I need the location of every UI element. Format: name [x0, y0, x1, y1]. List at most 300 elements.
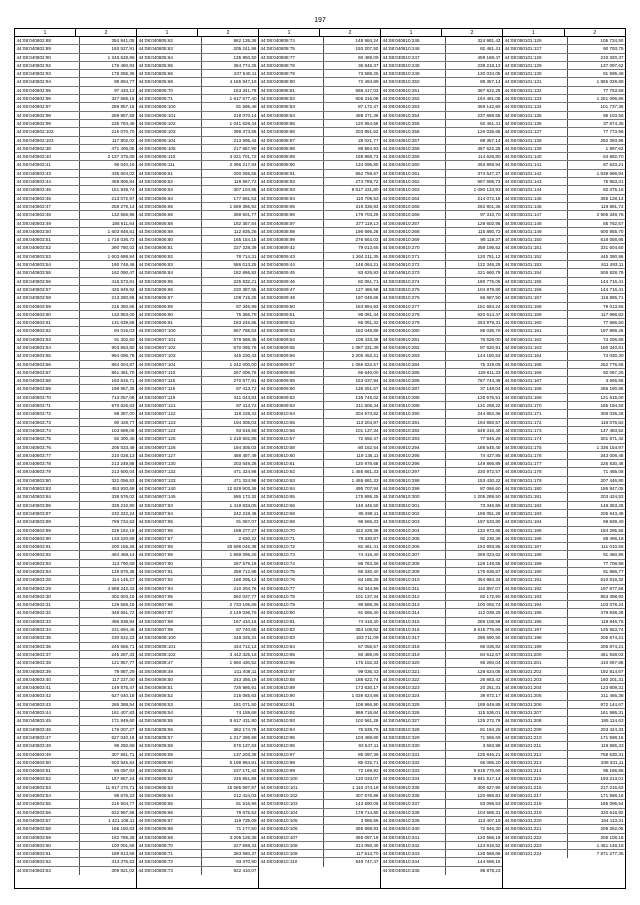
table-row [137, 767, 258, 775]
table-row [381, 817, 502, 825]
cadastral-number: 44:08:040810:97 [260, 751, 295, 757]
cadastral-value: 103 689,06 [79, 427, 136, 434]
table-row [381, 228, 502, 236]
cadastral-number: 44:08:050101:172 [504, 419, 542, 425]
cadastral-value: 445 230,43 [201, 352, 258, 359]
cadastral-number: 44:08:040803:49 [16, 751, 51, 757]
table-row [503, 527, 625, 535]
cadastral-number: 44:08:050101:199 [504, 643, 542, 649]
cadastral-number: 44:08:040810:73 [260, 552, 295, 558]
table-row [137, 817, 258, 825]
table-row [137, 709, 258, 717]
table-row [137, 784, 258, 792]
table-row [381, 717, 502, 725]
cadastral-value: 99 588,36 [323, 601, 380, 608]
cadastral-value: 97 413,72 [201, 385, 258, 392]
table-row [15, 601, 136, 609]
cadastral-value: 108 715,25 [201, 294, 258, 301]
table-row [381, 460, 502, 468]
table-row [503, 460, 625, 468]
cadastral-number: 44:08:050101:152 [504, 253, 542, 259]
cadastral-number: 44:08:040802:92 [16, 62, 51, 68]
cadastral-value: 148 584,24 [323, 37, 380, 44]
cadastral-value: 189 277,27 [201, 527, 258, 534]
cadastral-number: 44:08:040806:104 [138, 137, 176, 143]
cadastral-value: 132 953,00 [79, 311, 136, 318]
cadastral-value: 74 416,40 [323, 618, 380, 625]
cadastral-number: 44:08:040806:91 [138, 320, 173, 326]
table-row [15, 684, 136, 692]
table-row [137, 676, 258, 684]
cadastral-value: 12 529 903,36 [201, 485, 258, 492]
cadastral-number: 44:08:040810:247 [382, 54, 420, 60]
table-row [137, 759, 258, 767]
cadastral-value: 592 037,77 [201, 593, 258, 600]
cadastral-number: 44:08:040808:72 [138, 859, 173, 865]
table-row [15, 767, 136, 775]
table-row [503, 643, 625, 651]
cadastral-value: 484 459,14 [79, 551, 136, 558]
cadastral-number: 44:08:040810:257 [382, 137, 420, 143]
table-row [503, 502, 625, 510]
cadastral-value: 217 215,63 [567, 784, 625, 791]
cadastral-value: 319 335,93 [323, 203, 380, 210]
cadastral-value: 81 194,28 [445, 726, 502, 733]
cadastral-value: 85 032,71 [323, 759, 380, 766]
cadastral-number: 44:08:040806:63 [138, 187, 173, 193]
table-row [503, 112, 625, 120]
cadastral-number: 44:08:040810:323 [382, 685, 420, 691]
cadastral-number: 44:08:040803:66 [16, 361, 51, 367]
cadastral-number: 44:08:050101:188 [504, 552, 542, 558]
cadastral-number: 44:08:040810:276 [382, 295, 420, 301]
cadastral-number: 44:08:040805:71 [138, 96, 173, 102]
cadastral-number: 44:08:040810:258 [382, 145, 420, 151]
cadastral-value: 87 620,91 [445, 344, 502, 351]
table-row [137, 62, 258, 70]
cadastral-number: 44:08:050101:130 [504, 71, 542, 77]
cadastral-value: 81 516,96 [201, 800, 258, 807]
cadastral-number: 44:08:050101:173 [504, 427, 542, 433]
cadastral-value: 205 643,49 [567, 510, 625, 517]
cadastral-value: 84 612,67 [445, 651, 502, 658]
table-row [259, 626, 380, 634]
cadastral-value: 71 177,50 [201, 825, 258, 832]
cadastral-number: 44:08:040810:311 [382, 585, 420, 591]
cadastral-number: 44:08:040803:83 [16, 486, 51, 492]
cadastral-value: 193 815,71 [79, 377, 136, 384]
table-row [503, 186, 625, 194]
cadastral-number: 44:08:040807:92 [138, 577, 173, 583]
table-row [259, 502, 380, 510]
cadastral-number: 44:08:050101:209 [504, 726, 542, 732]
cadastral-number: 44:08:040803:34 [16, 627, 51, 633]
table-row [259, 834, 380, 842]
cadastral-number: 44:08:050101:137 [504, 129, 542, 135]
cadastral-value: 338 576,02 [79, 493, 136, 500]
cadastral-number: 44:08:040810:63 [260, 477, 295, 483]
cadastral-value: 399 373,56 [201, 128, 258, 135]
table-row [503, 709, 625, 717]
table-row [259, 825, 380, 833]
table-row [137, 850, 258, 858]
table-row [381, 560, 502, 568]
cadastral-value: 620 614,47 [445, 311, 502, 318]
cadastral-number: 44:08:050101:159 [504, 311, 542, 317]
header-cell: 1 [165, 30, 169, 36]
cadastral-value: 1 669 095,26 [201, 551, 258, 558]
table-row [503, 170, 625, 178]
table-row [15, 128, 136, 136]
cadastral-value: 133 220,69 [79, 535, 136, 542]
table-row [15, 78, 136, 86]
cadastral-number: 44:08:040808:101 [138, 643, 176, 649]
cadastral-value: 232 322,24 [79, 510, 136, 517]
table-row [259, 137, 380, 145]
table-row [381, 834, 502, 842]
table-row [381, 800, 502, 808]
cadastral-value: 183 894,93 [323, 303, 380, 310]
table-row [15, 668, 136, 676]
cadastral-value: 77 708,98 [567, 560, 625, 567]
cadastral-number: 44:08:040808:82 [260, 96, 295, 102]
cadastral-number: 44:08:040810:285 [382, 369, 420, 375]
cadastral-number: 44:08:040809:42 [260, 245, 295, 251]
cadastral-number: 44:08:040806:105 [138, 145, 176, 151]
table-row [259, 427, 380, 435]
header-cell: 2 [197, 29, 258, 36]
cadastral-number: 44:08:040808:92 [260, 179, 295, 185]
cadastral-value: 149 446,50 [323, 502, 380, 509]
cadastral-number: 44:08:040803:63 [16, 867, 51, 873]
cadastral-value: 197 533,80 [445, 518, 502, 525]
cadastral-number: 44:08:040807:99 [138, 627, 173, 633]
table-row [137, 809, 258, 817]
cadastral-number: 44:08:050101:156 [504, 286, 542, 292]
cadastral-value: 60 488,09 [323, 54, 380, 61]
cadastral-value: 210 320,37 [567, 54, 625, 61]
cadastral-value: 153 341,78 [201, 87, 258, 94]
table-row [137, 842, 258, 850]
cadastral-number: 44:08:040802:96 [16, 96, 51, 102]
table-row [503, 485, 625, 493]
table-row [15, 303, 136, 311]
cadastral-number: 44:08:040810:87 [260, 668, 295, 674]
cadastral-value: 93 547,11 [323, 742, 380, 749]
cadastral-value: 144 716,41 [567, 286, 625, 293]
table-row [137, 153, 258, 161]
table-row [15, 452, 136, 460]
cadastral-number: 44:08:040810:335 [382, 784, 420, 790]
cadastral-number: 44:08:040810:92 [260, 710, 295, 716]
cadastral-value: 213 595,44 [201, 137, 258, 144]
table-row [15, 726, 136, 734]
cadastral-number: 44:08:040810:293 [382, 436, 420, 442]
cadastral-number: 44:08:040803:42 [16, 693, 51, 699]
table-row [15, 477, 136, 485]
cadastral-number: 44:08:040803:40 [16, 676, 51, 682]
table-row [137, 410, 258, 418]
cadastral-value: 4 589 242,42 [79, 585, 136, 592]
cadastral-number: 44:08:040810:250 [382, 79, 420, 85]
cadastral-number: 44:08:040810:106 [260, 826, 298, 832]
cadastral-number: 44:08:040803:44 [16, 179, 51, 185]
cadastral-number: 44:08:040810:89 [260, 685, 295, 691]
cadastral-value: 126 568,66 [445, 850, 502, 857]
table-row [137, 112, 258, 120]
cadastral-value: 128 148,55 [445, 560, 502, 567]
cadastral-number: 44:08:040810:54 [260, 411, 295, 417]
table-row [381, 87, 502, 95]
cadastral-number: 44:08:040803:62 [16, 859, 51, 865]
cadastral-value: 178 714,80 [323, 809, 380, 816]
cadastral-number: 44:08:040810:303 [382, 519, 420, 525]
table-row [137, 236, 258, 244]
cadastral-value: 120 751,12 [445, 253, 502, 260]
table-row [503, 303, 625, 311]
cadastral-number: 44:08:040807:94 [138, 585, 173, 591]
table-row [381, 668, 502, 676]
cadastral-value: 726 986,91 [201, 684, 258, 691]
table-row [15, 751, 136, 759]
cadastral-number: 44:08:040803:32 [16, 610, 51, 616]
cadastral-number: 44:08:040810:322 [382, 676, 420, 682]
cadastral-number: 44:08:050101:190 [504, 569, 542, 574]
table-row [381, 303, 502, 311]
table-row [381, 153, 502, 161]
table-row [137, 70, 258, 78]
cadastral-number: 44:08:040810:108 [260, 842, 298, 848]
cadastral-value: 98 119,27 [445, 236, 502, 243]
table-row [259, 659, 380, 667]
cadastral-number: 44:08:040807:127 [138, 452, 176, 458]
table-row [503, 767, 625, 775]
cadastral-value: 231 694,46 [79, 626, 136, 633]
table-row [259, 178, 380, 186]
cadastral-value: 238 218,13 [445, 62, 502, 69]
cadastral-value: 88 496,18 [567, 535, 625, 542]
cadastral-value: 97 413,72 [201, 402, 258, 409]
cadastral-number: 44:08:050101:126 [504, 38, 542, 43]
cadastral-value: 213 280,68 [79, 294, 136, 301]
table-row [503, 137, 625, 145]
cadastral-number: 44:08:040809:51 [260, 311, 295, 317]
cadastral-value: 72 946,30 [445, 825, 502, 832]
table-row [15, 510, 136, 518]
table-row [259, 195, 380, 203]
table-body [15, 37, 136, 889]
table-row [503, 601, 625, 609]
table-row [137, 775, 258, 783]
cadastral-number: 44:08:050101:138 [504, 137, 542, 143]
table-row [381, 103, 502, 111]
cadastral-value: 354 641,05 [79, 37, 136, 44]
table-row [503, 444, 625, 452]
table-row [503, 128, 625, 136]
table-row [503, 626, 625, 634]
cadastral-value: 128 602,95 [445, 220, 502, 227]
cadastral-number: 44:08:050101:224 [504, 851, 542, 857]
table-row [15, 236, 136, 244]
cadastral-number: 44:08:040809:48 [260, 295, 295, 301]
cadastral-number: 44:08:040807:125 [138, 436, 176, 442]
table-row [259, 311, 380, 319]
cadastral-value: 80 162,54 [323, 444, 380, 451]
cadastral-value: 79 330,87 [323, 535, 380, 542]
cadastral-number: 44:08:040802:93 [16, 71, 51, 77]
cadastral-number: 44:08:050101:160 [504, 320, 542, 326]
table-row [15, 518, 136, 526]
cadastral-number: 44:08:040808:77 [260, 54, 295, 60]
cadastral-number: 44:08:050101:202 [504, 668, 542, 674]
table-row [137, 485, 258, 493]
table-row [381, 568, 502, 576]
cadastral-value: 562 758,67 [323, 170, 380, 177]
cadastral-value: 103 078,24 [567, 601, 625, 608]
cadastral-number: 44:08:050101:189 [504, 560, 542, 566]
cadastral-number: 44:08:040808:73 [138, 867, 173, 873]
cadastral-value: 99 036,43 [323, 668, 380, 675]
table-row [137, 643, 258, 651]
table-row [503, 203, 625, 211]
table-row [259, 228, 380, 236]
cadastral-value: 72 494,89 [323, 78, 380, 85]
cadastral-value: 1 603 688,94 [79, 253, 136, 260]
cadastral-value: 136 251,57 [323, 385, 380, 392]
cadastral-number: 44:08:040806:68 [138, 220, 173, 226]
cadastral-number: 44:08:040810:65 [260, 494, 295, 500]
cadastral-value: 74 030,30 [567, 352, 625, 359]
table-row [259, 593, 380, 601]
table-row [503, 568, 625, 576]
cadastral-number: 44:08:050101:154 [504, 270, 542, 276]
cadastral-number: 44:08:040806:80 [138, 237, 173, 243]
cadastral-value: 3 205 126,38 [201, 834, 258, 841]
table-row [15, 485, 136, 493]
cadastral-value: 101 737,36 [567, 103, 625, 110]
cadastral-number: 44:08:050101:197 [504, 627, 542, 633]
cadastral-value: 149 866,89 [445, 460, 502, 467]
cadastral-number: 44:08:040810:339 [382, 817, 420, 823]
cadastral-value: 101 137,34 [323, 593, 380, 600]
cadastral-number: 44:08:050101:158 [504, 303, 542, 309]
cadastral-number: 44:08:040809:58 [260, 369, 295, 375]
cadastral-value: 229 162,19 [79, 527, 136, 534]
cadastral-value: 117 802,02 [79, 137, 136, 144]
cadastral-number: 44:08:040806:110 [138, 154, 176, 160]
cadastral-value: 354 108,82 [323, 626, 380, 633]
cadastral-value: 112 835,26 [201, 228, 258, 235]
cadastral-value: 422 229,36 [323, 527, 380, 534]
cadastral-number: 44:08:040806:101 [138, 112, 176, 118]
cadastral-value: 144 596,15 [445, 858, 502, 865]
cadastral-value: 1 451 148,18 [567, 842, 625, 849]
cadastral-value: 296 590,50 [445, 634, 502, 641]
cadastral-value: 95 694,77 [79, 78, 136, 85]
cadastral-number: 44:08:050101:164 [504, 353, 542, 359]
cadastral-number: 44:08:050101:157 [504, 295, 542, 301]
cadastral-number: 44:08:050101:219 [504, 809, 542, 815]
table-row [381, 734, 502, 742]
cadastral-value: 678 568,45 [201, 336, 258, 343]
cadastral-value: 91 566,40 [323, 609, 380, 616]
cadastral-value: 230 972,57 [445, 468, 502, 475]
cadastral-number: 44:08:050101:166 [504, 369, 542, 375]
cadastral-number: 44:08:050101:170 [504, 403, 542, 409]
cadastral-number: 44:08:040810:249 [382, 71, 420, 77]
table-row [15, 253, 136, 261]
table-row [15, 535, 136, 543]
cadastral-number: 44:08:040808:81 [260, 87, 295, 93]
table-row [381, 444, 502, 452]
table-row [503, 676, 625, 684]
cadastral-number: 44:08:040803:62 [16, 328, 51, 334]
cadastral-value: 98 081,44 [323, 311, 380, 318]
cadastral-value: 496 938,94 [79, 618, 136, 625]
cadastral-value: 384 774,25 [201, 62, 258, 69]
cadastral-number: 44:08:040810:287 [382, 386, 420, 392]
cadastral-value: 8 615 776,69 [445, 626, 502, 633]
cadastral-value: 213 600,04 [79, 468, 136, 475]
table-row [259, 701, 380, 709]
table-row [381, 485, 502, 493]
cadastral-number: 44:08:040802:99 [16, 120, 51, 126]
cadastral-number: 44:08:050101:169 [504, 394, 542, 400]
cadastral-number: 44:08:040810:268 [382, 228, 420, 234]
cadastral-number: 44:08:050101:145 [504, 195, 542, 201]
cadastral-number: 44:08:040810:86 [260, 660, 295, 666]
cadastral-value: 292 393,96 [567, 137, 625, 144]
table-row [259, 128, 380, 136]
cadastral-value: 242 218,48 [201, 510, 258, 517]
cadastral-number: 44:08:040805:62 [138, 38, 173, 43]
cadastral-number: 44:08:040803:87 [16, 510, 51, 516]
table-row [137, 834, 258, 842]
cadastral-value: 190 748,46 [79, 261, 136, 268]
cadastral-value: 119 586,33 [567, 742, 625, 749]
cadastral-value: 110 709,53 [323, 195, 380, 202]
cadastral-value: 2 149 036,75 [201, 609, 258, 616]
cadastral-number: 44:08:040808:79 [260, 71, 295, 77]
table-body [503, 37, 625, 889]
cadastral-number: 44:08:040808:94 [260, 195, 295, 201]
cadastral-number: 44:08:040810:331 [382, 751, 420, 757]
cadastral-value: 1 639 696,94 [567, 170, 625, 177]
cadastral-number: 44:08:050101:135 [504, 112, 542, 118]
cadastral-number: 44:08:050101:201 [504, 660, 542, 666]
table-row [503, 634, 625, 642]
cadastral-value: 627 040,18 [79, 734, 136, 741]
cadastral-number: 44:08:050101:180 [504, 486, 542, 492]
cadastral-value: 215 070,70 [79, 128, 136, 135]
cadastral-number: 44:08:040803:94 [16, 569, 51, 574]
table-row [381, 327, 502, 335]
cadastral-value: 567 798,63 [201, 327, 258, 334]
cadastral-value: 97 310,70 [445, 211, 502, 218]
cadastral-number: 44:08:040809:63 [260, 403, 295, 409]
cadastral-number: 44:08:040803:59 [16, 834, 51, 840]
cadastral-number: 44:08:040810:76 [260, 577, 295, 583]
cadastral-number: 44:08:040803:60 [16, 311, 51, 317]
cadastral-number: 44:08:040803:54 [16, 793, 51, 799]
cadastral-number: 44:08:040807:121 [138, 403, 176, 409]
cadastral-number: 44:08:050101:147 [504, 212, 542, 218]
cadastral-number: 44:08:040808:51 [138, 685, 173, 691]
cadastral-number: 44:08:040810:341 [382, 834, 420, 840]
cadastral-value: 75 366,78 [201, 311, 258, 318]
table-row [15, 186, 136, 194]
cadastral-number: 44:08:050101:153 [504, 262, 542, 268]
